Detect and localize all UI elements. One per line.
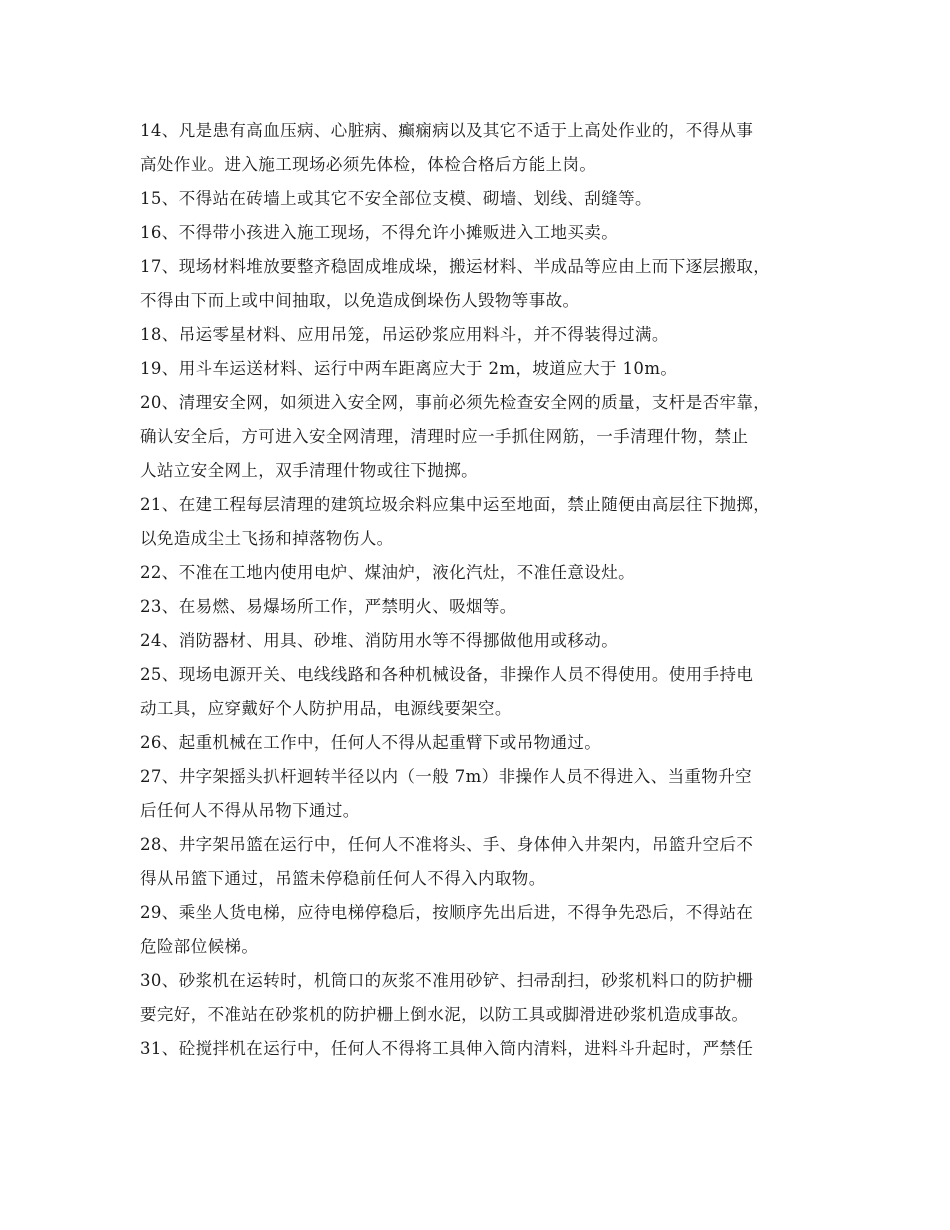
text-line: 23、在易燃、易爆场所工作，严禁明火、吸烟等。	[140, 597, 517, 616]
text-line: 26、起重机械在工作中，任何人不得从起重臂下或吊物通过。	[140, 733, 602, 752]
text-line: 确认安全后，方可进入安全网清理，清理时应一手抓住网筋，一手清理什物，禁止	[140, 427, 749, 446]
text-line: 27、井字架摇头扒杆迴转半径以内（一般 7m）非操作人员不得进入、当重物升空	[140, 767, 753, 786]
text-line: 14、凡是患有高血压病、心脏病、癫痫病以及其它不适于上高处作业的，不得从事	[140, 121, 754, 140]
document-body	[140, 114, 820, 1066]
text-line: 不得由下而上或中间抽取，以免造成倒垛伤人毁物等事故。	[140, 291, 580, 310]
text-line: 31、砼搅拌机在运行中，任何人不得将工具伸入筒内清料，进料斗升起时，严禁任	[140, 1039, 754, 1058]
text-line: 20、清理安全网，如须进入安全网，事前必须先检查安全网的质量，支杆是否牢靠，	[140, 393, 771, 412]
text-line: 16、不得带小孩进入施工现场，不得允许小摊贩进入工地买卖。	[140, 223, 619, 242]
text-line: 24、消防器材、用具、砂堆、消防用水等不得挪做他用或移动。	[140, 631, 619, 650]
text-line: 29、乘坐人货电梯，应待电梯停稳后，按顺序先出后进，不得争先恐后，不得站在	[140, 903, 754, 922]
text-line: 30、砂浆机在运转时，机筒口的灰浆不准用砂铲、扫帚刮扫，砂浆机料口的防护栅	[140, 971, 754, 990]
text-line: 后任何人不得从吊物下通过。	[140, 801, 360, 820]
text-line: 17、现场材料堆放要整齐稳固成堆成垛，搬运材料、半成品等应由上而下逐层搬取，	[140, 257, 771, 276]
text-line: 要完好，不准站在砂浆机的防护栅上倒水泥，以防工具或脚滑进砂浆机造成事故。	[140, 1005, 749, 1024]
text-line: 危险部位候梯。	[140, 937, 259, 956]
text-line: 人站立安全网上，双手清理什物或往下抛掷。	[140, 461, 478, 480]
text-line: 高处作业。进入施工现场必须先体检，体检合格后方能上岗。	[140, 155, 597, 174]
text-line: 19、用斗车运送材料、运行中两车距离应大于 2m，坡道应大于 10m。	[140, 359, 678, 378]
text-line: 以免造成尘土飞扬和掉落物伤人。	[140, 529, 394, 548]
text-line: 22、不准在工地内使用电炉、煤油炉，液化汽灶，不准任意设灶。	[140, 563, 635, 582]
text-line: 18、吊运零星材料、应用吊笼，吊运砂浆应用料斗，并不得装得过满。	[140, 325, 669, 344]
text-line: 21、在建工程每层清理的建筑垃圾余料应集中运至地面，禁止随便由高层往下抛掷，	[140, 495, 771, 514]
text-line: 得从吊篮下通过，吊篮未停稳前任何人不得入内取物。	[140, 869, 546, 888]
text-line: 28、井字架吊篮在运行中，任何人不准将头、手、身体伸入井架内，吊篮升空后不	[140, 835, 754, 854]
text-line: 动工具，应穿戴好个人防护用品，电源线要架空。	[140, 699, 512, 718]
text-line: 25、现场电源开关、电线线路和各种机械设备，非操作人员不得使用。使用手持电	[140, 665, 754, 684]
text-line: 15、不得站在砖墙上或其它不安全部位支模、砌墙、划线、刮缝等。	[140, 189, 652, 208]
